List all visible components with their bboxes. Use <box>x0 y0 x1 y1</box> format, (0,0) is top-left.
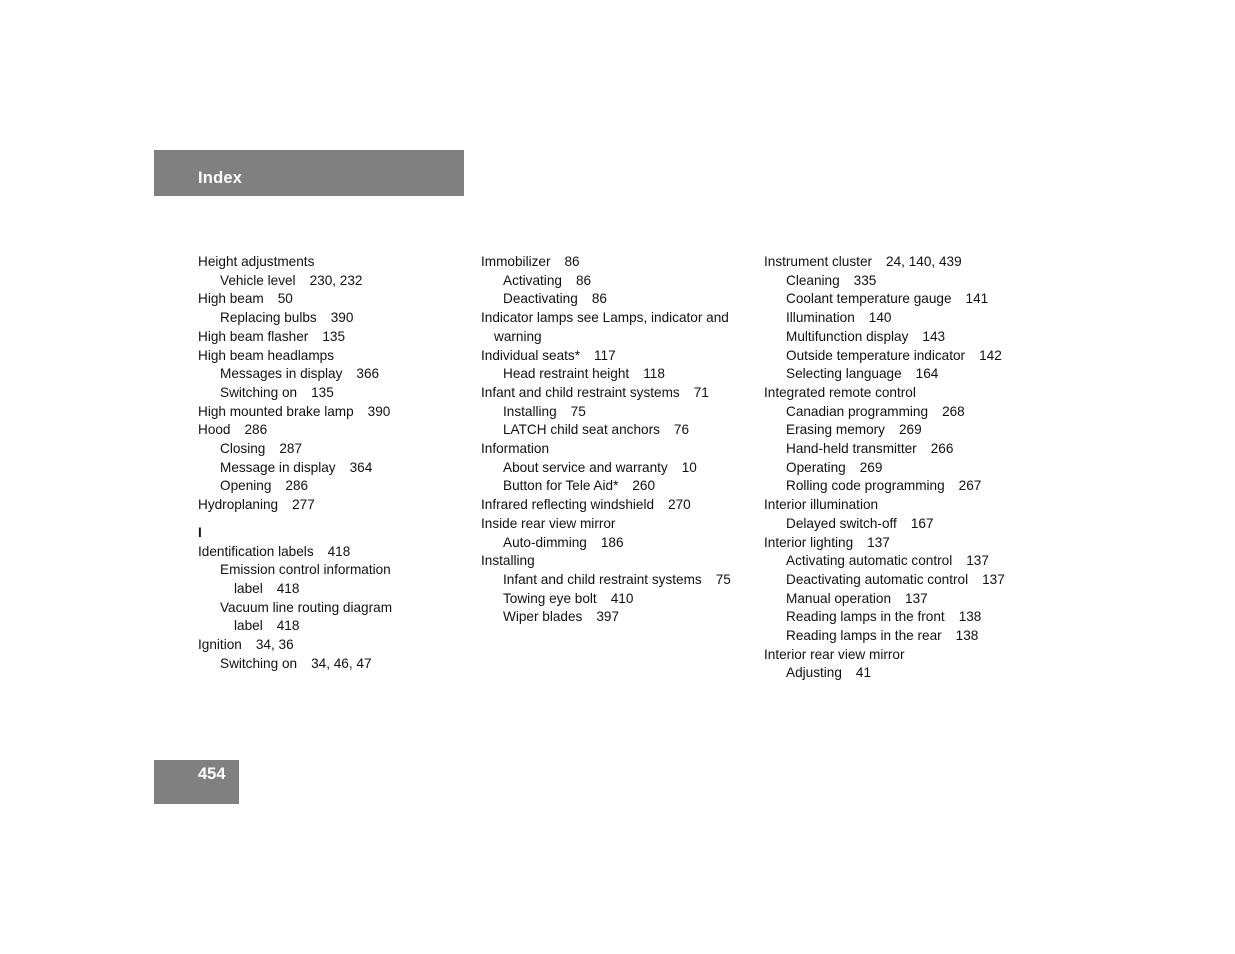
index-subentry <box>481 459 731 478</box>
index-term: I <box>198 524 202 540</box>
index-term: Replacing bulbs <box>220 310 317 326</box>
index-term: Towing eye bolt <box>503 590 597 606</box>
index-term: Hood <box>198 422 231 438</box>
index-entry <box>764 384 1005 403</box>
index-subentry <box>198 477 392 496</box>
index-term: label <box>234 580 263 596</box>
index-page-ref: 418 <box>276 580 300 596</box>
index-term: High beam <box>198 291 264 307</box>
index-subentry <box>481 290 731 309</box>
index-subentry <box>764 590 1005 609</box>
index-term: Selecting language <box>786 366 902 382</box>
index-subentry <box>764 365 1005 384</box>
index-term: Reading lamps in the front <box>786 609 945 625</box>
index-entry <box>481 328 731 347</box>
index-subentry <box>764 403 1005 422</box>
index-column-1 <box>198 253 392 673</box>
index-term: Auto-dimming <box>503 534 587 550</box>
index-term: Infant and child restraint systems <box>481 384 680 400</box>
index-entry <box>198 290 392 309</box>
index-page-ref: 269 <box>898 422 922 438</box>
index-page-ref: 286 <box>285 478 309 494</box>
index-entry <box>198 347 392 366</box>
index-term: LATCH child seat anchors <box>503 422 660 438</box>
index-term: Manual operation <box>786 590 892 606</box>
index-page-ref: 390 <box>367 403 391 419</box>
index-term: High mounted brake lamp <box>198 403 354 419</box>
index-page-ref: 71 <box>693 384 709 400</box>
index-page-ref: 418 <box>276 618 300 634</box>
index-subentry <box>764 608 1005 627</box>
index-page-ref: 269 <box>859 459 883 475</box>
index-term: Instrument cluster <box>764 254 873 269</box>
index-term: Integrated remote control <box>764 384 916 400</box>
index-term: Multifunction display <box>786 328 909 344</box>
index-subentry <box>198 599 392 618</box>
index-term: High beam headlamps <box>198 347 335 363</box>
index-entry <box>198 496 392 515</box>
index-page-ref: 75 <box>715 571 731 587</box>
index-term: High beam flasher <box>198 328 309 344</box>
index-subentry <box>198 617 392 636</box>
index-subentry <box>198 440 392 459</box>
index-subentry <box>481 571 731 590</box>
index-page-ref: 10 <box>681 459 697 475</box>
index-term: Individual seats* <box>481 347 580 363</box>
index-subentry <box>764 347 1005 366</box>
index-term: Opening <box>220 478 272 494</box>
index-entry <box>198 403 392 422</box>
index-page-ref: 266 <box>930 441 954 457</box>
index-term: Activating automatic control <box>786 553 953 569</box>
index-page-ref: 141 <box>965 291 989 307</box>
index-page-ref: 117 <box>594 347 616 363</box>
index-term: Installing <box>503 403 557 419</box>
index-subentry <box>764 477 1005 496</box>
index-page-ref: 186 <box>600 534 624 550</box>
index-page-ref: 135 <box>322 328 346 344</box>
index-page-ref: 164 <box>915 366 939 382</box>
index-page-ref: 167 <box>910 515 934 531</box>
index-term: Adjusting <box>786 665 842 681</box>
index-page-ref: 277 <box>292 497 315 513</box>
index-entry <box>481 347 731 366</box>
index-entry <box>481 496 731 515</box>
index-term: Head restraint height <box>503 366 630 382</box>
index-subentry <box>198 655 392 674</box>
index-page-ref: 34, 46, 47 <box>311 655 372 671</box>
index-term: Interior rear view mirror <box>764 646 905 662</box>
index-page-ref: 137 <box>905 590 928 606</box>
page-number: 454 <box>198 765 226 783</box>
index-subentry <box>198 459 392 478</box>
index-page-ref: 135 <box>311 384 334 400</box>
section-header-bar <box>154 150 464 196</box>
index-term: Emission control information <box>220 562 391 578</box>
index-entry <box>198 543 392 562</box>
index-page-ref: 270 <box>668 497 691 513</box>
index-term: Button for Tele Aid* <box>503 478 619 494</box>
index-term: Hand-held transmitter <box>786 441 917 457</box>
index-subentry <box>481 590 731 609</box>
index-entry <box>481 440 731 459</box>
index-entry <box>481 309 731 328</box>
index-page-ref: 410 <box>610 590 634 606</box>
index-term: Vehicle level <box>220 272 296 288</box>
index-term: Switching on <box>220 384 298 400</box>
index-subentry <box>481 608 731 627</box>
section-title: Index <box>198 169 243 187</box>
index-page-ref: 143 <box>922 328 946 344</box>
index-page-ref: 76 <box>673 422 690 438</box>
index-term: Indicator lamps see Lamps, indicator and <box>481 310 729 326</box>
index-subentry <box>764 552 1005 571</box>
index-subentry <box>764 328 1005 347</box>
index-page-ref: 366 <box>356 366 380 382</box>
index-subentry <box>198 580 392 599</box>
index-subentry <box>481 403 731 422</box>
index-subentry <box>198 561 392 580</box>
index-page-ref: 268 <box>942 403 965 419</box>
index-term: Coolant temperature gauge <box>786 291 952 307</box>
index-term: Interior lighting <box>764 534 854 550</box>
index-term: Deactivating automatic control <box>786 571 969 587</box>
index-entry <box>764 646 1005 665</box>
index-page-ref: 86 <box>575 272 592 288</box>
index-term: Immobilizer <box>481 254 551 269</box>
index-entry <box>481 552 731 571</box>
index-page-ref: 137 <box>966 553 989 569</box>
index-term: Inside rear view mirror <box>481 515 616 531</box>
index-subentry <box>764 272 1005 291</box>
index-entry <box>481 253 731 272</box>
index-entry <box>764 253 1005 272</box>
index-subentry <box>764 309 1005 328</box>
index-page-ref: 34, 36 <box>255 637 294 653</box>
index-term: Ignition <box>198 637 242 653</box>
index-term: Canadian programming <box>786 403 929 419</box>
index-subentry <box>481 477 731 496</box>
index-page-ref: 287 <box>279 441 303 457</box>
index-term: Activating <box>503 272 562 288</box>
index-term: Installing <box>481 553 535 569</box>
index-term: Rolling code programming <box>786 478 945 494</box>
index-page-ref: 335 <box>853 272 877 288</box>
index-subentry <box>764 515 1005 534</box>
index-page-ref: 286 <box>244 422 268 438</box>
index-term: Erasing memory <box>786 422 885 438</box>
index-entry <box>481 384 731 403</box>
index-subentry <box>481 365 731 384</box>
index-page-ref: 142 <box>979 347 1002 363</box>
index-subentry <box>198 272 392 291</box>
index-subentry <box>764 290 1005 309</box>
index-term: Illumination <box>786 310 855 326</box>
index-term: Information <box>481 441 550 457</box>
index-subentry <box>481 534 731 553</box>
index-page-ref: 86 <box>564 254 580 269</box>
index-term: Height adjustments <box>198 254 315 269</box>
index-term: Wiper blades <box>503 609 583 625</box>
index-term: Message in display <box>220 459 336 475</box>
index-subentry <box>198 384 392 403</box>
index-entry <box>198 421 392 440</box>
index-subentry <box>764 571 1005 590</box>
index-page-ref: 137 <box>867 534 890 550</box>
index-term: label <box>234 618 263 634</box>
index-term: Cleaning <box>786 272 840 288</box>
index-subentry <box>481 272 731 291</box>
index-term: warning <box>494 328 542 344</box>
index-page-ref: 24, 140, 439 <box>886 254 962 269</box>
index-entry <box>764 496 1005 515</box>
index-term: Hydroplaning <box>198 497 279 513</box>
index-term: Closing <box>220 441 266 457</box>
index-page-ref: 86 <box>591 291 607 307</box>
index-column-3 <box>764 253 1005 683</box>
index-subentry <box>764 440 1005 459</box>
index-subentry <box>198 309 392 328</box>
index-entry <box>198 636 392 655</box>
index-page-ref: 140 <box>868 310 892 326</box>
index-subentry <box>764 664 1005 683</box>
index-page-ref: 137 <box>982 571 1005 587</box>
index-subentry <box>764 421 1005 440</box>
index-term: Messages in display <box>220 366 343 382</box>
index-page-ref: 397 <box>596 609 620 625</box>
index-page-ref: 390 <box>330 310 354 326</box>
index-page-ref: 260 <box>632 478 656 494</box>
index-subentry <box>481 421 731 440</box>
index-page-ref: 138 <box>958 609 982 625</box>
index-page-ref: 230, 232 <box>309 272 363 288</box>
index-term: Deactivating <box>503 291 578 307</box>
index-term: Switching on <box>220 655 298 671</box>
index-term: Infrared reflecting windshield <box>481 497 655 513</box>
index-term: Infant and child restraint systems <box>503 571 702 587</box>
index-entry <box>198 328 392 347</box>
index-subentry <box>764 459 1005 478</box>
index-term: Operating <box>786 459 846 475</box>
index-page-ref: 418 <box>327 543 351 559</box>
index-term: Reading lamps in the rear <box>786 628 942 644</box>
index-page-ref: 364 <box>349 459 373 475</box>
index-column-2 <box>481 253 731 627</box>
index-page-ref: 75 <box>570 403 586 419</box>
index-page-ref: 41 <box>855 665 872 681</box>
index-term: Interior illumination <box>764 497 879 513</box>
index-term: About service and warranty <box>503 459 668 475</box>
index-page-ref: 267 <box>958 478 982 494</box>
page-number-box <box>154 760 239 804</box>
index-subentry <box>764 627 1005 646</box>
index-page-ref: 118 <box>643 366 665 382</box>
index-term: Delayed switch-off <box>786 515 897 531</box>
index-entry <box>481 515 731 534</box>
index-letter-heading <box>198 524 392 543</box>
index-term: Vacuum line routing diagram <box>220 599 393 615</box>
index-page-ref: 50 <box>277 291 293 307</box>
index-term: Outside temperature indicator <box>786 347 966 363</box>
index-term: Identification labels <box>198 543 314 559</box>
index-entry <box>198 253 392 272</box>
index-entry <box>764 534 1005 553</box>
index-subentry <box>198 365 392 384</box>
index-page-ref: 138 <box>955 628 979 644</box>
